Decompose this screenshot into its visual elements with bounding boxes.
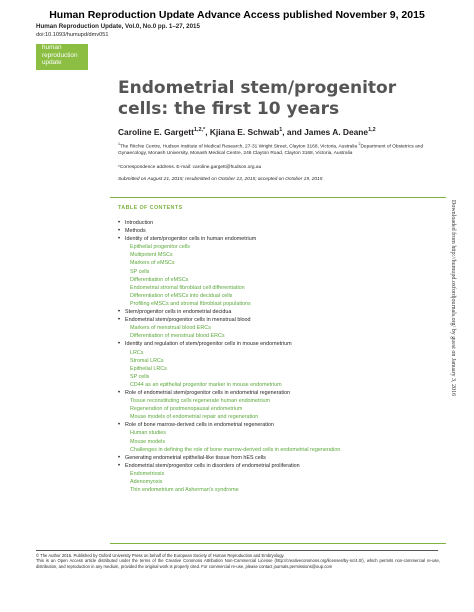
toc-list <box>118 219 438 494</box>
logo-line-3: update <box>42 59 62 67</box>
toc-section-link[interactable]: • Endometrial stem/progenitor cells in disorders of endometrial proliferation <box>118 462 438 470</box>
toc-subsection-link[interactable]: Mouse models of endometrial repair and regeneration <box>130 414 259 421</box>
toc-heading: TABLE OF CONTENTS <box>118 205 183 211</box>
affiliation-1: The Ritchie Centre, Hudson Institute of Medical Research, 27-31 Wright Street, Clayton 3168, Victoria, Australia <box>120 144 359 150</box>
toc-subsection-link[interactable]: Tissue reconstituting cells regenerate human endometrium <box>130 398 271 405</box>
toc-subsection-link[interactable]: Thin endometrium and Asherman's syndrome <box>130 487 239 494</box>
toc-subsection-link[interactable]: Regeneration of postmenopausal endometrium <box>130 406 243 413</box>
submission-history: Submitted on August 21, 2015; resubmitted on October 13, 2015; accepted on October 19, 2015 <box>118 177 323 182</box>
toc-subsection-link[interactable]: Differentiation of eMSCs into decidual cells <box>130 292 233 299</box>
toc-subsection-link[interactable]: CD44 as an epithelial progenitor marker in mouse endometrium <box>130 381 282 388</box>
license-text: This is an Open Access article distributed under the terms of the Creative Commons Attribution Non-Commercial License (http://creativecommons.org/licenses/by-nc/4.0/), which permits non-commercial re-use, distribution, and reproduction in any medium, provided the original work is properly cited. For commercial re-use, please contact journals.permissions@oup.com <box>36 558 440 569</box>
footer-divider <box>36 550 438 551</box>
toc-subsection-link[interactable]: SP cells <box>130 373 150 380</box>
toc-subsection-link[interactable]: SP cells <box>130 268 150 275</box>
toc-subsection-link[interactable]: Differentiation of menstrual blood ERCs <box>130 333 225 340</box>
article-title: Endometrial stem/progenitor cells: the first 10 years <box>118 78 397 119</box>
toc-subsection-link[interactable]: LRCs <box>130 349 144 356</box>
toc-subsection-link[interactable]: Human studies <box>130 430 166 437</box>
correspondence: *Correspondence address. E-mail: caroline.gargett@hudson.org.au <box>118 165 262 170</box>
copyright-footer <box>36 553 440 569</box>
toc-subsection-link[interactable]: Challenges in defining the role of bone marrow-derived cells in endometrial regeneration <box>130 446 341 453</box>
affiliations <box>118 141 448 158</box>
toc-subsection-link[interactable]: Endometriosis <box>130 470 165 477</box>
toc-section-link[interactable]: • Role of bone marrow-derived cells in endometrial regeneration <box>118 421 438 429</box>
logo-line-2: reproduction <box>42 51 78 59</box>
author-separator: , and <box>282 127 305 137</box>
advance-access-header: Human Reproduction Update Advance Access published November 9, 2015 <box>49 9 425 21</box>
author-separator: , <box>205 127 210 137</box>
download-watermark: Downloaded from http://humupd.oxfordjournals.org/ by guest on January 3, 2016 <box>450 200 456 397</box>
author-name: James A. Deane <box>304 127 369 137</box>
copyright-line: © The Author 2015. Published by Oxford University Press on behalf of the European Society of Human Reproduction and Embryology. <box>36 553 285 558</box>
author-list <box>118 127 376 137</box>
toc-subsection-link[interactable]: Epithelial LRCs <box>130 365 167 372</box>
toc-section-link[interactable]: • Introduction <box>118 219 438 227</box>
toc-section-link[interactable]: • Identity and regulation of stem/progenitor cells in mouse endometrium <box>118 340 438 348</box>
doi: doi:10.1093/humupd/dmv051 <box>36 32 109 38</box>
toc-section-link[interactable]: • Identity of stem/progenitor cells in human endometrium <box>118 235 438 243</box>
author-affiliation-mark: 1,2,* <box>193 127 206 134</box>
affiliation-mark: 1 <box>118 142 120 146</box>
author-name: Caroline E. Gargett <box>118 127 194 137</box>
affiliation-2: Department of Obstetrics and Gynaecology, Monash University, Monash Medical Centre, 246 Clayton Road, Clayton 3168, Victoria, Australia <box>118 144 424 157</box>
toc-subsection-link[interactable]: Mouse models <box>130 438 166 445</box>
toc-subsection-link[interactable]: Profiling eMSCs and stromal fibroblast populations <box>130 300 251 307</box>
toc-subsection-link[interactable]: Endometrial stromal fibroblast cell differentiation <box>130 284 245 291</box>
toc-subsection-link[interactable]: Epithelial progenitor cells <box>130 244 190 251</box>
toc-subsection-link[interactable]: Adenomyosis <box>130 479 163 485</box>
toc-subsection-link[interactable]: Differentiation of eMSCs <box>130 276 189 283</box>
author-affiliation-mark: 1,2 <box>368 127 376 134</box>
journal-citation: Human Reproduction Update, Vol.0, No.0 pp. 1–27, 2015 <box>36 23 200 30</box>
toc-subsection-link[interactable]: Markers of menstrual blood ERCs <box>130 325 211 332</box>
author-affiliation-mark: 1 <box>279 127 283 134</box>
toc-subsection-link[interactable]: Multipotent MSCs <box>130 252 173 259</box>
toc-section-link[interactable]: • Role of endometrial stem/progenitor cells in endometrial regeneration <box>118 389 438 397</box>
toc-section-link[interactable]: • Endometrial stem/progenitor cells in menstrual blood <box>118 316 438 324</box>
toc-section-link[interactable]: • Generating endometrial epithelial-like tissue from hES cells <box>118 454 438 462</box>
toc-subsection-link[interactable]: Stromal LRCs <box>130 357 164 364</box>
toc-subsection-link[interactable]: Markers of eMSCs <box>130 260 175 267</box>
logo-line-1: human <box>42 44 62 51</box>
journal-logo-text <box>42 44 88 67</box>
affiliation-mark: 2 <box>358 142 361 146</box>
author-name: Kjiana E. Schwab <box>209 127 280 137</box>
toc-section-link[interactable]: • Methods <box>118 227 438 235</box>
toc-section-link[interactable]: • Stem/progenitor cells in endometrial decidua <box>118 308 438 316</box>
